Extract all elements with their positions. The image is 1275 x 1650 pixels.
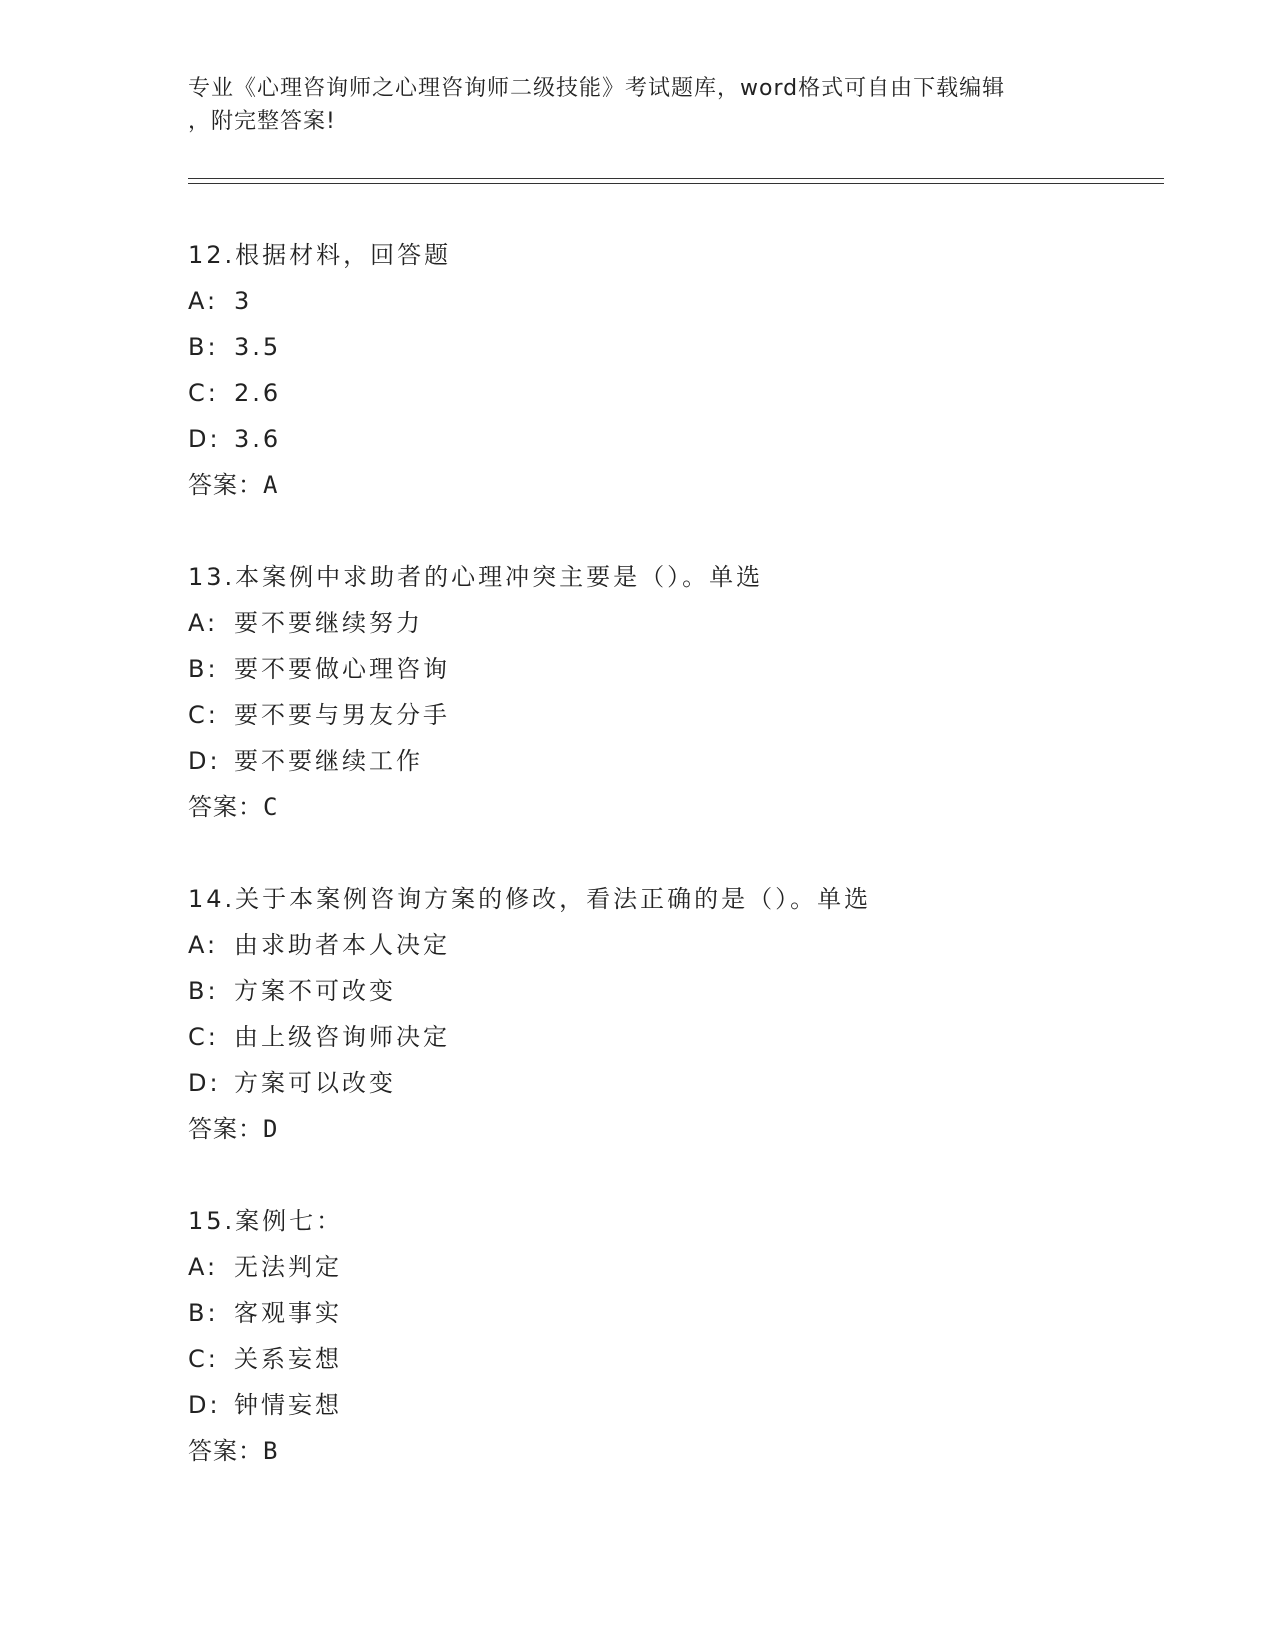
option-label: C: <box>188 1345 219 1373</box>
option-text: 要不要继续努力 <box>234 609 423 637</box>
option-d <box>188 416 1148 462</box>
question-stem: 15.案例七： <box>188 1207 344 1235</box>
question-stem: 13.本案例中求助者的心理冲突主要是（）。单选 <box>188 563 764 591</box>
question-list <box>188 232 1148 1520</box>
option-text: 方案不可改变 <box>234 977 396 1005</box>
option-label: B: <box>188 977 219 1005</box>
answer: 答案：A <box>188 471 279 499</box>
option-d <box>188 1382 1148 1428</box>
option-label: A: <box>188 287 219 315</box>
option-b <box>188 324 1148 370</box>
question-stem: 14.关于本案例咨询方案的修改，看法正确的是（）。单选 <box>188 885 872 913</box>
option-label: B: <box>188 333 219 361</box>
option-c <box>188 370 1148 416</box>
option-label: D: <box>188 1391 221 1419</box>
option-text: 3 <box>234 287 253 315</box>
question-14 <box>188 876 1148 1152</box>
document-header <box>188 72 1088 138</box>
header-divider-bottom <box>188 183 1164 184</box>
option-label: B: <box>188 1299 219 1327</box>
option-text: 要不要与男友分手 <box>234 701 450 729</box>
option-text: 要不要继续工作 <box>234 747 423 775</box>
question-13 <box>188 554 1148 830</box>
option-text: 无法判定 <box>234 1253 342 1281</box>
option-text: 方案可以改变 <box>234 1069 396 1097</box>
header-divider-top <box>188 178 1164 179</box>
option-b <box>188 646 1148 692</box>
option-label: A: <box>188 1253 219 1281</box>
question-12 <box>188 232 1148 508</box>
option-label: B: <box>188 655 219 683</box>
answer: 答案：B <box>188 1437 279 1465</box>
header-line-2: ，附完整答案! <box>188 109 336 134</box>
option-label: C: <box>188 379 219 407</box>
answer: 答案：D <box>188 1115 279 1143</box>
option-d <box>188 1060 1148 1106</box>
answer: 答案：C <box>188 793 279 821</box>
option-a <box>188 922 1148 968</box>
option-text: 3.5 <box>234 333 282 361</box>
option-text: 2.6 <box>234 379 282 407</box>
option-d <box>188 738 1148 784</box>
option-label: A: <box>188 931 219 959</box>
option-label: A: <box>188 609 219 637</box>
option-b <box>188 1290 1148 1336</box>
option-a <box>188 600 1148 646</box>
option-b <box>188 968 1148 1014</box>
option-label: C: <box>188 1023 219 1051</box>
option-label: D: <box>188 747 221 775</box>
option-label: C: <box>188 701 219 729</box>
option-text: 关系妄想 <box>234 1345 342 1373</box>
option-a <box>188 278 1148 324</box>
option-text: 要不要做心理咨询 <box>234 655 450 683</box>
option-text: 钟情妄想 <box>234 1391 342 1419</box>
option-text: 由求助者本人决定 <box>234 931 450 959</box>
option-text: 客观事实 <box>234 1299 342 1327</box>
option-label: D: <box>188 425 221 453</box>
header-line-1: 专业《心理咨询师之心理咨询师二级技能》考试题库，word格式可自由下载编辑 <box>188 76 1006 101</box>
option-a <box>188 1244 1148 1290</box>
option-text: 由上级咨询师决定 <box>234 1023 450 1051</box>
option-text: 3.6 <box>234 425 282 453</box>
option-c <box>188 692 1148 738</box>
option-label: D: <box>188 1069 221 1097</box>
option-c <box>188 1336 1148 1382</box>
question-stem: 12.根据材料，回答题 <box>188 241 452 269</box>
option-c <box>188 1014 1148 1060</box>
question-15 <box>188 1198 1148 1474</box>
